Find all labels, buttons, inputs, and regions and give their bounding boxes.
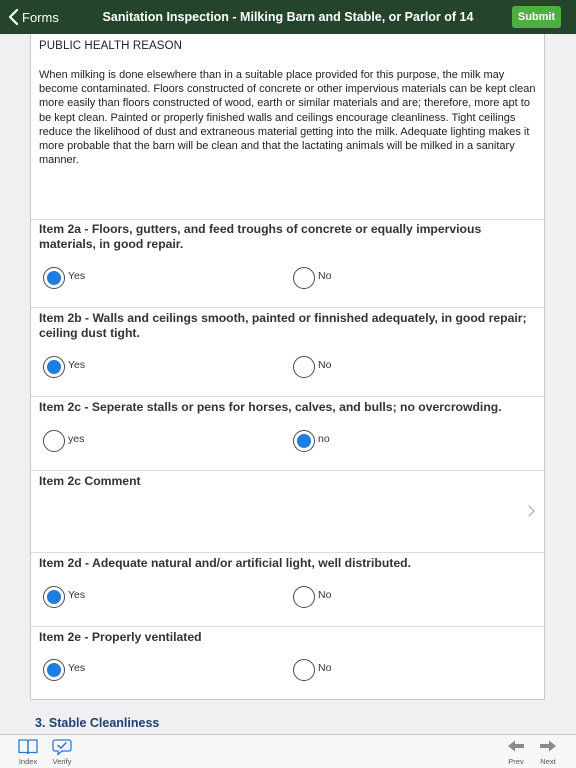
- book-icon: [17, 738, 39, 756]
- item-2e-yes-radio[interactable]: [43, 659, 65, 681]
- item-2c-question: Item 2c - Seperate stalls or pens for horses, calves, and bulls; no overcrowding.: [39, 400, 502, 414]
- item-2e-no-radio[interactable]: [293, 659, 315, 681]
- verify-label: Verify: [52, 757, 72, 766]
- item-2a-yes-option[interactable]: [43, 267, 85, 289]
- divider: [31, 219, 544, 220]
- item-2c-yes-radio[interactable]: [43, 430, 65, 452]
- page-title: Sanitation Inspection - Milking Barn and Stable, or Parlor of 14: [102, 10, 474, 24]
- item-2d-yes-label: Yes: [68, 589, 86, 601]
- chevron-right-icon[interactable]: [526, 504, 536, 518]
- item-2c-comment-label: Item 2c Comment: [39, 474, 141, 488]
- divider: [31, 626, 544, 627]
- submit-button[interactable]: Submit: [512, 6, 561, 28]
- item-2d-no-option[interactable]: [293, 586, 331, 608]
- divider: [31, 307, 544, 308]
- item-2a-question: Item 2a - Floors, gutters, and feed troughs of concrete or equally impervious materials, in good repair.: [39, 222, 482, 251]
- item-2c-yes-option[interactable]: [43, 430, 84, 452]
- back-to-forms-button[interactable]: [6, 0, 59, 34]
- navigation-bar: [0, 0, 576, 34]
- item-2e-yes-option[interactable]: [43, 659, 85, 681]
- item-2a-no-label: No: [318, 270, 332, 282]
- arrow-left-icon: [505, 738, 527, 756]
- arrow-right-icon: [537, 738, 559, 756]
- item-2b-yes-radio[interactable]: [43, 356, 65, 378]
- next-label: Next: [540, 757, 556, 766]
- verify-button[interactable]: [51, 738, 73, 766]
- item-2c-no-option[interactable]: [293, 430, 330, 452]
- item-2a-yes-label: Yes: [68, 270, 86, 282]
- item-2e-question: Item 2e - Properly ventilated: [39, 630, 202, 644]
- index-label: Index: [18, 757, 38, 766]
- prev-label: Prev: [508, 757, 524, 766]
- bottom-toolbar: [0, 734, 576, 768]
- form-card: [30, 34, 545, 700]
- item-2c-comment-field[interactable]: [39, 494, 520, 546]
- item-2b-no-label: No: [318, 359, 332, 371]
- item-2a-yes-radio[interactable]: [43, 267, 65, 289]
- item-2c-no-radio[interactable]: [293, 430, 315, 452]
- index-button[interactable]: [17, 738, 39, 766]
- item-2b-no-option[interactable]: [293, 356, 331, 378]
- item-2d-question: Item 2d - Adequate natural and/or artificial light, well distributed.: [39, 556, 411, 570]
- item-2a-no-radio[interactable]: [293, 267, 315, 289]
- item-2e-no-label: No: [318, 662, 332, 674]
- item-2d-no-radio[interactable]: [293, 586, 315, 608]
- divider: [31, 470, 544, 471]
- section-heading[interactable]: 3. Stable Cleanliness: [35, 716, 160, 730]
- item-2c-yes-label: yes: [68, 433, 85, 445]
- item-2b-yes-option[interactable]: [43, 356, 85, 378]
- item-2d-yes-option[interactable]: [43, 586, 85, 608]
- next-button[interactable]: [537, 738, 559, 766]
- item-2d-no-label: No: [318, 589, 332, 601]
- item-2d-yes-radio[interactable]: [43, 586, 65, 608]
- divider: [31, 552, 544, 553]
- divider: [31, 396, 544, 397]
- public-health-text: When milking is done elsewhere than in a suitable place provided for this purpose, the milk may become contaminated. Floors constructed of concrete or other impervious materials can be kept clean more easily than floors constructed of wood, earth or similar materials and are; therefore, more apt to be kept clean. Painted or properly finished walls and ceilings encourage cleanliness. Tight ceilings reduce the likelihood of dust and extraneous material getting into the milk. Adequate lighting makes it more probable that the barn will be clean and that the lactating animals will be milked in a sanitary manner.: [39, 69, 536, 167]
- item-2c-no-label: no: [318, 433, 330, 445]
- chevron-left-icon: [6, 7, 22, 27]
- item-2e-yes-label: Yes: [68, 662, 86, 674]
- item-2b-yes-label: Yes: [68, 359, 86, 371]
- item-2b-no-radio[interactable]: [293, 356, 315, 378]
- public-health-heading: PUBLIC HEALTH REASON: [39, 40, 183, 52]
- item-2b-question: Item 2b - Walls and ceilings smooth, painted or finnished adequately, in good repair; ceiling dust tight.: [39, 311, 527, 340]
- prev-button[interactable]: [505, 738, 527, 766]
- verify-check-icon: [51, 738, 73, 756]
- item-2a-no-option[interactable]: [293, 267, 331, 289]
- back-label: Forms: [22, 9, 59, 25]
- item-2e-no-option[interactable]: [293, 659, 331, 681]
